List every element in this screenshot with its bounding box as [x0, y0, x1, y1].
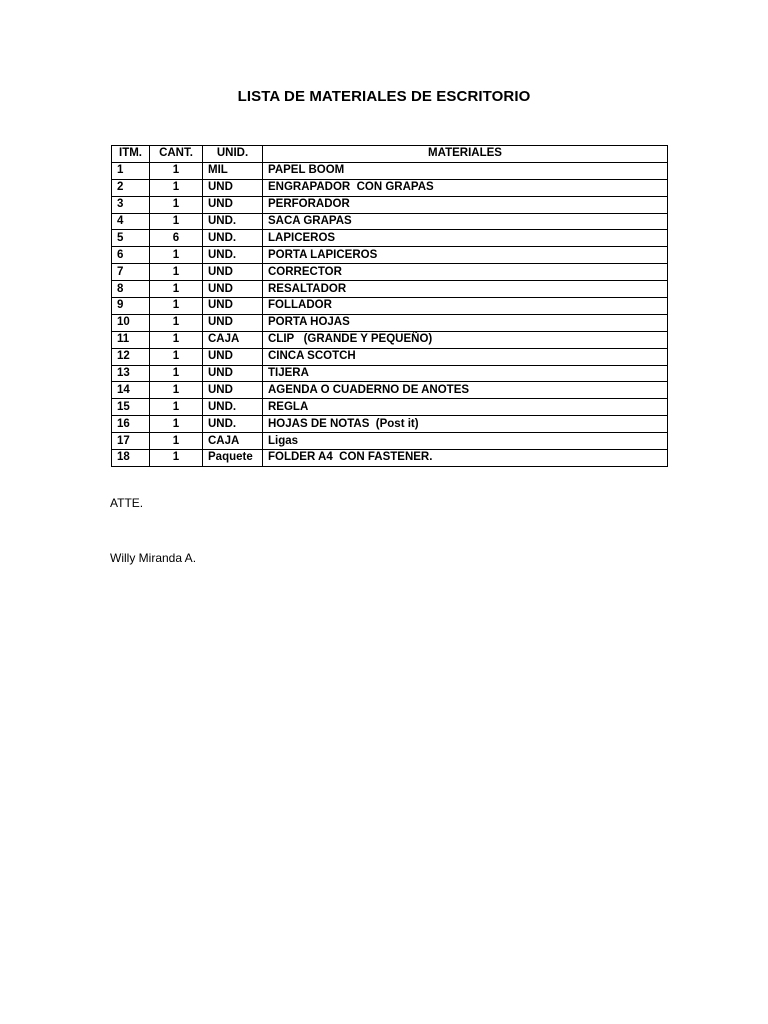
table-row [112, 331, 668, 348]
cell-itm: 9 [112, 298, 150, 315]
cell-cant: 1 [150, 179, 203, 196]
cell-material: SACA GRAPAS [263, 213, 668, 230]
cell-itm: 18 [112, 450, 150, 467]
cell-cant: 1 [150, 162, 203, 179]
cell-cant: 1 [150, 331, 203, 348]
cell-unid: MIL [203, 162, 263, 179]
cell-unid: CAJA [203, 433, 263, 450]
header-materiales: MATERIALES [263, 146, 668, 163]
cell-itm: 8 [112, 281, 150, 298]
cell-cant: 1 [150, 264, 203, 281]
cell-material: LAPICEROS [263, 230, 668, 247]
cell-material: TIJERA [263, 365, 668, 382]
cell-itm: 1 [112, 162, 150, 179]
cell-itm: 5 [112, 230, 150, 247]
cell-material: Ligas [263, 433, 668, 450]
header-itm: ITM. [112, 146, 150, 163]
cell-cant: 1 [150, 281, 203, 298]
cell-itm: 17 [112, 433, 150, 450]
table-row [112, 433, 668, 450]
cell-material: FOLLADOR [263, 298, 668, 315]
cell-cant: 1 [150, 450, 203, 467]
cell-cant: 1 [150, 298, 203, 315]
table-row [112, 399, 668, 416]
cell-itm: 2 [112, 179, 150, 196]
cell-cant: 6 [150, 230, 203, 247]
cell-material: PORTA LAPICEROS [263, 247, 668, 264]
cell-unid: UND [203, 365, 263, 382]
page-title: LISTA DE MATERIALES DE ESCRITORIO [237, 88, 531, 105]
cell-unid: Paquete [203, 450, 263, 467]
cell-itm: 12 [112, 348, 150, 365]
table-row [112, 162, 668, 179]
cell-unid: UND [203, 264, 263, 281]
cell-itm: 7 [112, 264, 150, 281]
table-row [112, 281, 668, 298]
cell-material: HOJAS DE NOTAS (Post it) [263, 416, 668, 433]
cell-material: AGENDA O CUADERNO DE ANOTES [263, 382, 668, 399]
cell-itm: 16 [112, 416, 150, 433]
cell-cant: 1 [150, 433, 203, 450]
header-unid: UNID. [203, 146, 263, 163]
materials-table [111, 145, 668, 467]
table-body [112, 162, 668, 466]
cell-itm: 14 [112, 382, 150, 399]
cell-unid: UND. [203, 230, 263, 247]
cell-unid: UND [203, 382, 263, 399]
table-row [112, 179, 668, 196]
cell-unid: UND [203, 281, 263, 298]
table-row [112, 247, 668, 264]
cell-unid: UND [203, 314, 263, 331]
cell-cant: 1 [150, 213, 203, 230]
table-row [112, 230, 668, 247]
cell-material: CLIP (GRANDE Y PEQUEÑO) [263, 331, 668, 348]
table-row [112, 365, 668, 382]
cell-material: FOLDER A4 CON FASTENER. [263, 450, 668, 467]
cell-itm: 10 [112, 314, 150, 331]
cell-unid: UND. [203, 399, 263, 416]
cell-itm: 11 [112, 331, 150, 348]
cell-cant: 1 [150, 247, 203, 264]
cell-unid: UND. [203, 213, 263, 230]
cell-unid: UND [203, 348, 263, 365]
table-header [112, 146, 668, 163]
cell-itm: 3 [112, 196, 150, 213]
cell-unid: UND [203, 196, 263, 213]
cell-material: PAPEL BOOM [263, 162, 668, 179]
cell-material: PORTA HOJAS [263, 314, 668, 331]
cell-material: RESALTADOR [263, 281, 668, 298]
cell-unid: CAJA [203, 331, 263, 348]
cell-unid: UND [203, 179, 263, 196]
table-row [112, 450, 668, 467]
cell-itm: 6 [112, 247, 150, 264]
table-row [112, 416, 668, 433]
cell-cant: 1 [150, 416, 203, 433]
table-row [112, 314, 668, 331]
cell-cant: 1 [150, 196, 203, 213]
cell-itm: 4 [112, 213, 150, 230]
table-row [112, 382, 668, 399]
cell-material: CINCA SCOTCH [263, 348, 668, 365]
table-row [112, 196, 668, 213]
cell-cant: 1 [150, 382, 203, 399]
cell-unid: UND. [203, 416, 263, 433]
header-row [112, 146, 668, 163]
cell-cant: 1 [150, 348, 203, 365]
cell-unid: UND [203, 298, 263, 315]
cell-material: CORRECTOR [263, 264, 668, 281]
cell-cant: 1 [150, 314, 203, 331]
table-row [112, 264, 668, 281]
cell-cant: 1 [150, 399, 203, 416]
table-row [112, 213, 668, 230]
cell-itm: 13 [112, 365, 150, 382]
closing-text: ATTE. [110, 496, 144, 510]
cell-unid: UND. [203, 247, 263, 264]
signature-name: Willy Miranda A. [110, 551, 197, 565]
cell-cant: 1 [150, 365, 203, 382]
table-row [112, 298, 668, 315]
table-row [112, 348, 668, 365]
cell-material: PERFORADOR [263, 196, 668, 213]
cell-itm: 15 [112, 399, 150, 416]
cell-material: ENGRAPADOR CON GRAPAS [263, 179, 668, 196]
cell-material: REGLA [263, 399, 668, 416]
header-cant: CANT. [150, 146, 203, 163]
